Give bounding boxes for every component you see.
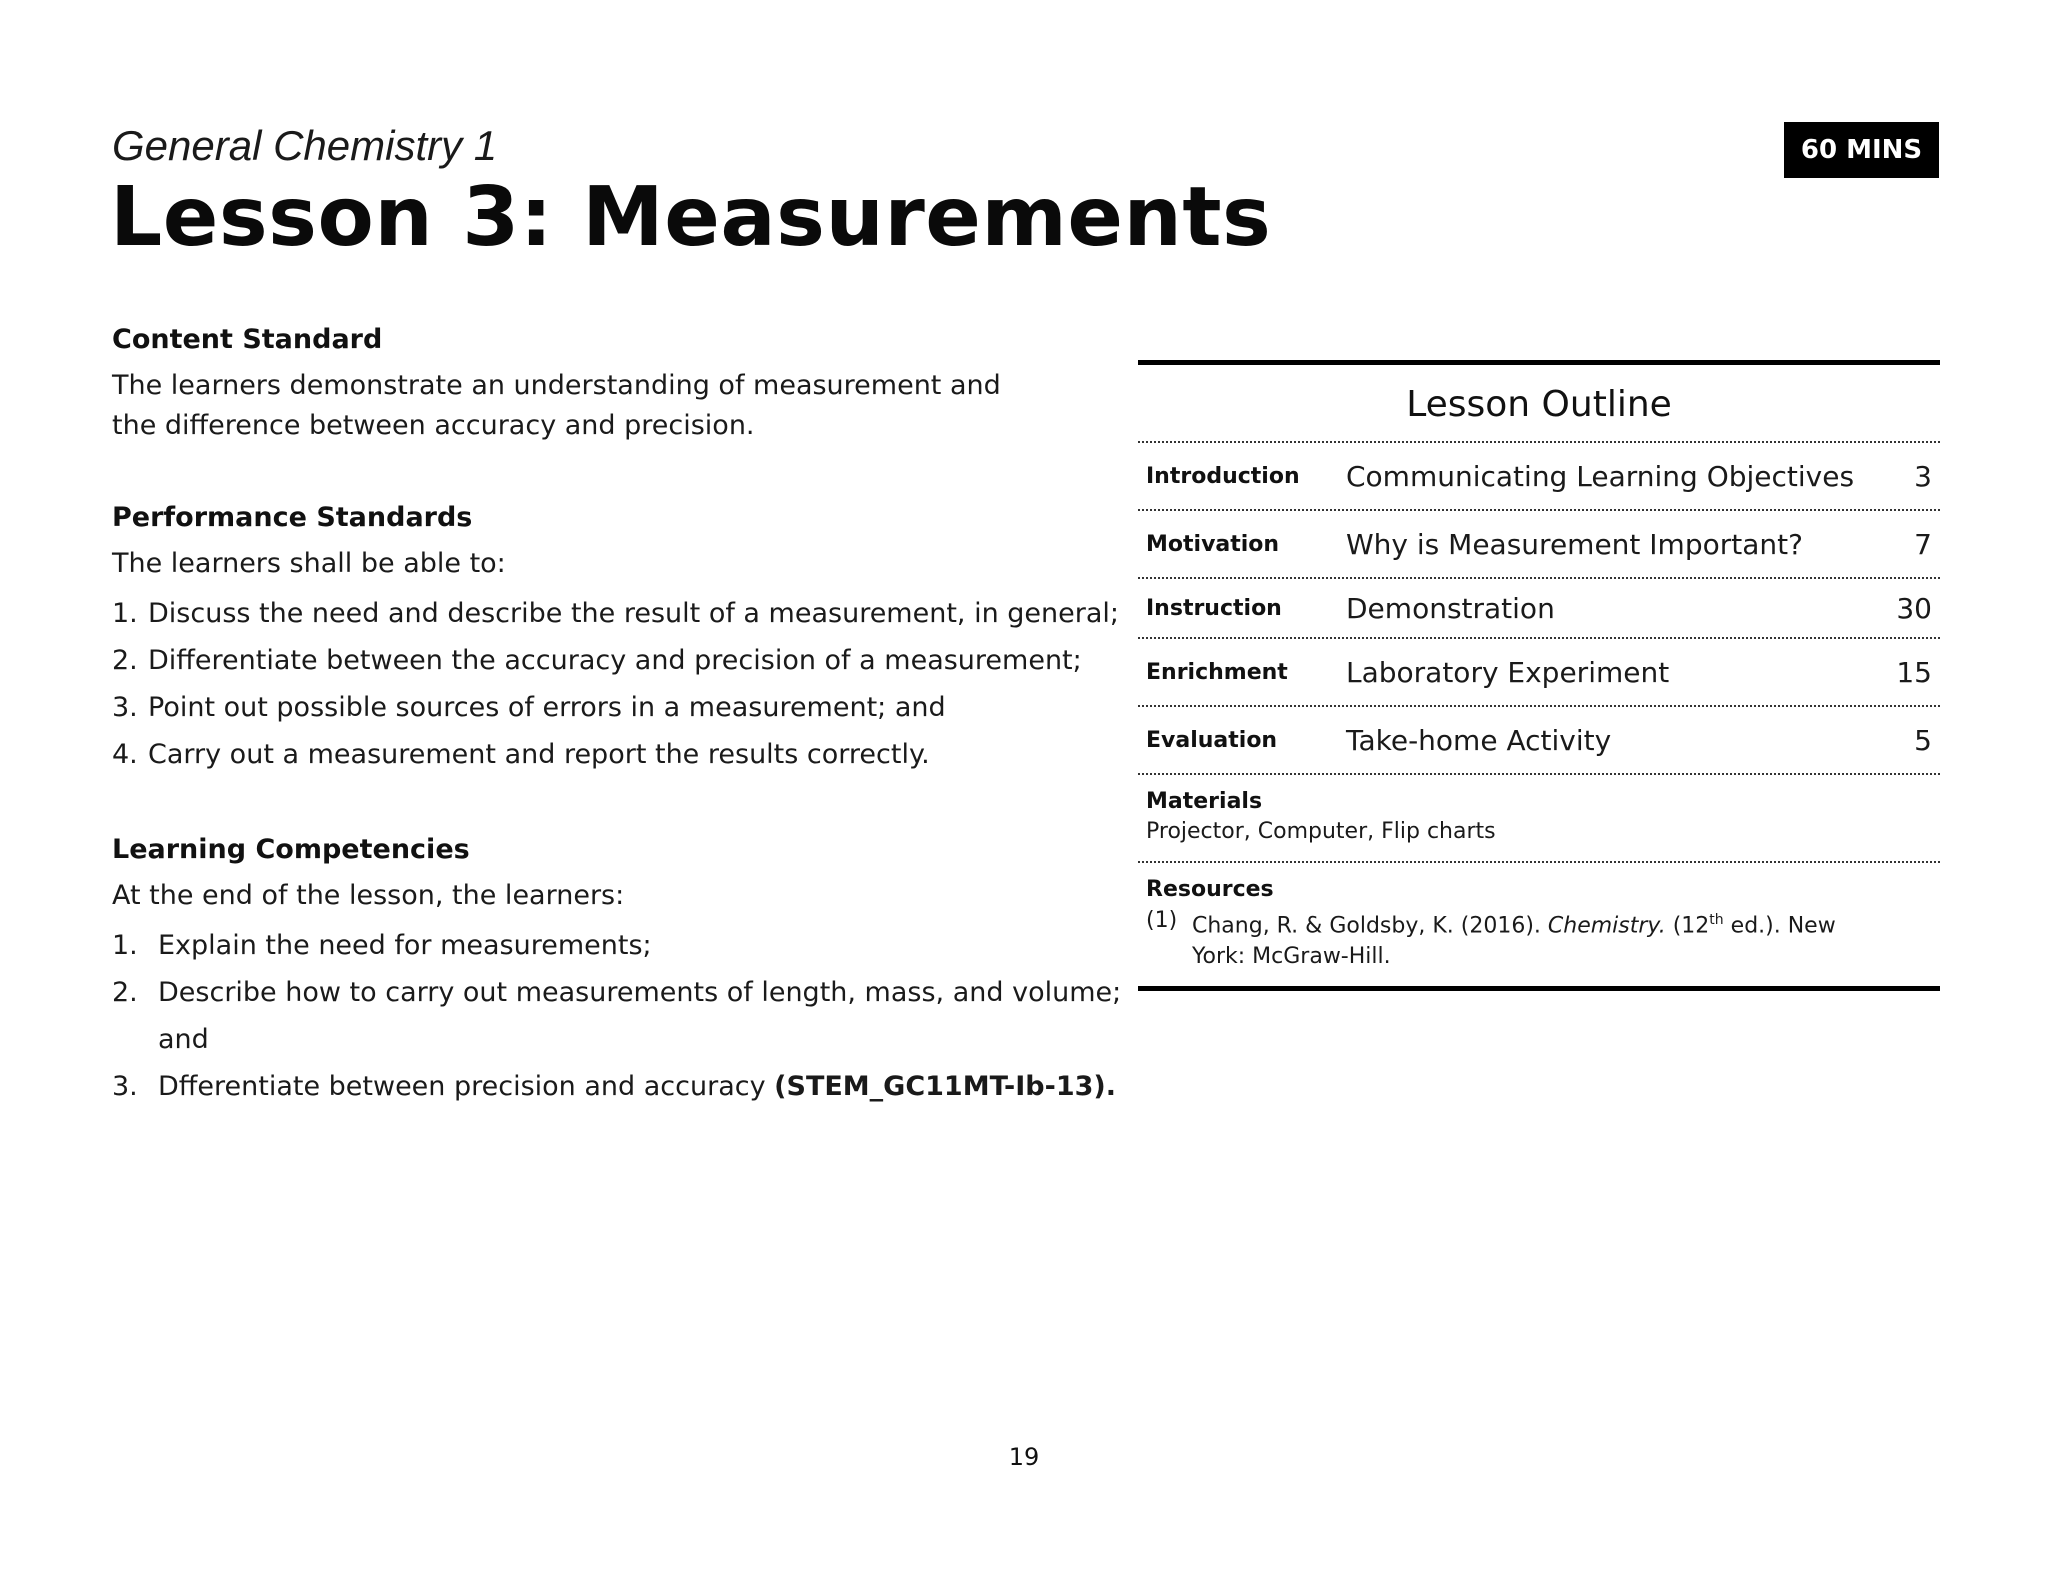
materials-heading: Materials xyxy=(1146,789,1263,814)
list-item: 2. Differentiate between the accuracy and precision of a measurement; xyxy=(112,645,1082,676)
list-item: 1. Discuss the need and describe the result of a measurement, in general; xyxy=(112,598,1119,629)
outline-row-motivation: Motivation Why is Measurement Important? 7 xyxy=(1138,511,1940,579)
list-item: 4. Carry out a measurement and report the results correctly. xyxy=(112,739,930,770)
outline-row-instruction: Instruction Demonstration 30 xyxy=(1138,579,1940,639)
learning-competencies-intro: At the end of the lesson, the learners: xyxy=(112,880,625,911)
resource-item: (1) Chang, R. & Goldsby, K. (2016). Chemistry. (12th ed.). New York: McGraw-Hill. xyxy=(1146,908,1843,970)
duration-badge: 60 MINS xyxy=(1784,122,1939,178)
standards-column xyxy=(112,320,1122,1162)
lesson-outline-title: Lesson Outline xyxy=(1138,365,1940,443)
performance-standards-section xyxy=(112,498,1122,778)
outline-row-introduction: Introduction Communicating Learning Objectives 3 xyxy=(1138,443,1940,511)
materials-block xyxy=(1138,775,1940,863)
competency-code: (STEM_GC11MT-Ib-13). xyxy=(774,1071,1116,1102)
content-standard-text: The learners demonstrate an understanding of measurement and the difference between accuracy and precision. xyxy=(112,370,1001,441)
learning-competencies-list xyxy=(112,922,1122,1110)
performance-standards-list xyxy=(112,590,1122,778)
content-standard-section xyxy=(112,320,1122,446)
learning-competencies-section xyxy=(112,830,1122,1110)
resources-block xyxy=(1138,863,1940,986)
learning-competencies-heading: Learning Competencies xyxy=(112,834,470,865)
list-item: 2. Describe how to carry out measurements of length, mass, and volume; and xyxy=(112,977,1122,1055)
lesson-title: Lesson 3: Measurements xyxy=(110,170,1272,265)
outline-row-enrichment: Enrichment Laboratory Experiment 15 xyxy=(1138,639,1940,707)
content-standard-heading: Content Standard xyxy=(112,324,383,355)
list-item: 1. Explain the need for measurements; xyxy=(112,930,652,961)
page-number: 19 xyxy=(1008,1443,1040,1471)
materials-text: Projector, Computer, Flip charts xyxy=(1146,819,1496,844)
subject-title: General Chemistry 1 xyxy=(112,122,498,169)
performance-standards-heading: Performance Standards xyxy=(112,502,473,533)
list-item: 3. Point out possible sources of errors in a measurement; and xyxy=(112,692,946,723)
list-item: 3. Dfferentiate between precision and accuracy (STEM_GC11MT-Ib-13). xyxy=(112,1071,1116,1102)
lesson-outline-table xyxy=(1138,360,1940,991)
resources-heading: Resources xyxy=(1146,877,1274,902)
outline-row-evaluation: Evaluation Take-home Activity 5 xyxy=(1138,707,1940,775)
performance-standards-intro: The learners shall be able to: xyxy=(112,548,506,579)
